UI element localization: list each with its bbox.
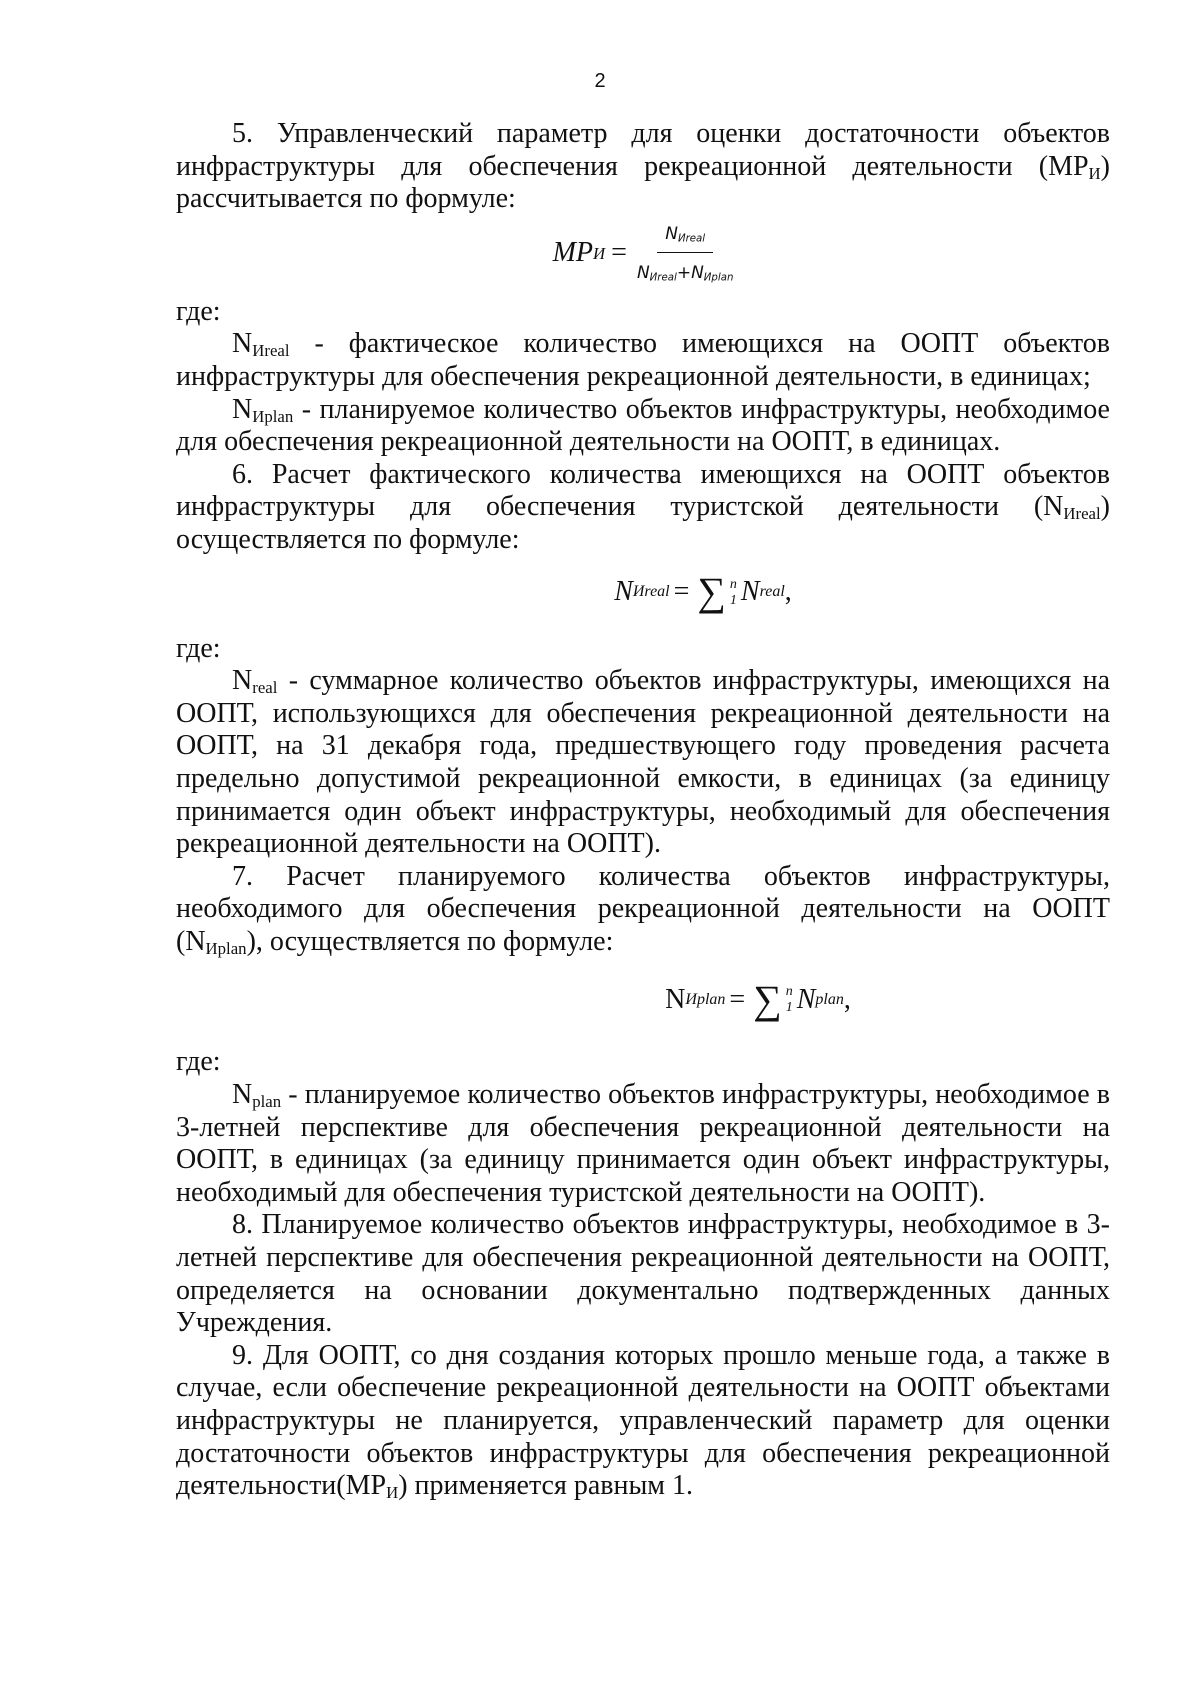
document-body (176, 118, 1110, 1503)
formula-n-iplan: N Иplan = ∑ n 1 N plan , (665, 977, 851, 1023)
definition-n-ireal: $N_{Иreal}$ - фактическое количество имеющихся на ООПТ объектов инфраструктуры для обеспечения рекреационной деятельности, в единицах; (176, 328, 1110, 392)
where-label: где: (176, 295, 221, 327)
paragraph-6: 6. Расчет фактического количества имеющихся на ООПТ объектов инфраструктуры для обеспечения туристской деятельности $(N_{Иreal})$ осуществляется по формуле: (176, 458, 1110, 555)
formula-mp-i: MP И = $\frac{N_{Иreal}}{N_{Иreal}+N_{Иplan}}$ (176, 218, 1110, 290)
paragraph-7: 7. Расчет планируемого количества объектов инфраструктуры, необходимого для обеспечения рекреационной деятельности на ООПТ $(N_{Иplan})$, осуществляется по формуле: (176, 860, 1110, 959)
definition-n-iplan: $N_{Иplan}$ - планируемое количество объектов инфраструктуры, необходимое для обеспечения рекреационной деятельности на ООПТ, в единицах. (176, 393, 1110, 458)
paragraph-9: 9. Для ООПТ, со дня создания которых прошло меньше года, а также в случае, если обеспечение рекреационной деятельности на ООПТ объектами инфраструктуры не планируется, управленческий параметр для оценки достаточности объектов инфраструктуры для обеспечения рекреационной $деятельности(МР_И)$ применяется равным 1. (176, 1339, 1110, 1503)
page-number: 2 (594, 70, 606, 92)
definition-n-plan: $N_{plan}$ - планируемое количество объектов инфраструктуры, необходимое в 3-летней перспективе для обеспечения рекреационной деятельности на ООПТ, в единицах (за единицу принимается один объект инфраструктуры, необходимый для обеспечения туристской деятельности на ООПТ). (176, 1079, 1110, 1208)
sum-symbol: ∑ (697, 569, 726, 615)
definition-n-real: $N_{real}$ - суммарное количество объектов инфраструктуры, имеющихся на ООПТ, использующихся для обеспечения рекреационной деятельности на ООПТ, на 31 декабря года, предшествующего году проведения расчета предельно допустимой рекреационной емкости, в единицах (за единицу принимается один объект инфраструктуры, необходимый для обеспечения рекреационной деятельности на ООПТ). (176, 665, 1110, 860)
formula-fraction: $\frac{N_{Иreal}}{N_{Иreal}+N_{Иplan}}$ (637, 218, 733, 290)
where-label: где: (176, 1046, 221, 1078)
where-label: где: (176, 632, 221, 664)
paragraph-8: 8. Планируемое количество объектов инфраструктуры, необходимое в 3-летней перспективе для обеспечения рекреационной деятельности на ООПТ, определяется на основании документально подтвержденных данных Учреждения. (176, 1209, 1110, 1339)
formula-n-ireal: N Иreal = ∑ n 1 N real , (614, 569, 792, 615)
paragraph-5: 5. Управленческий параметр для оценки достаточности объектов инфраструктуры для обеспечения рекреационной деятельности $(МР_И)$ рассчитывается по формуле: (176, 118, 1110, 215)
sum-symbol: ∑ (753, 977, 782, 1023)
